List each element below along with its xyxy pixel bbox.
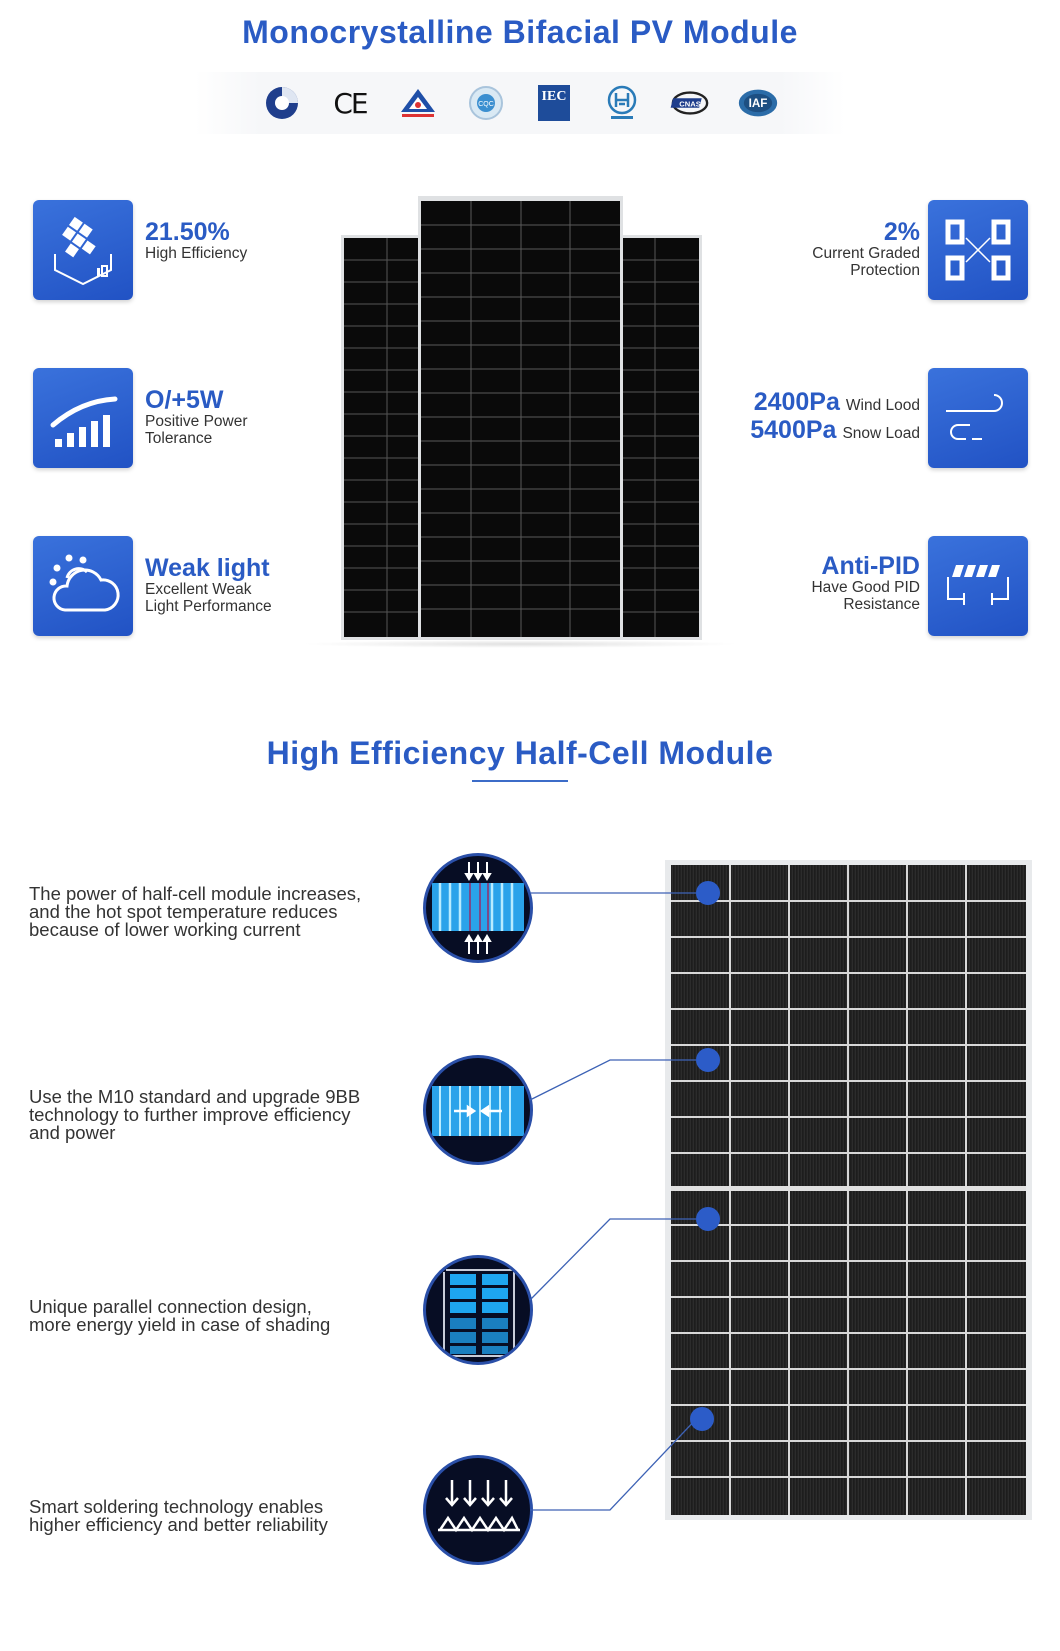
feature-load: 2400Pa Wind Lood 5400Pa Snow Load (750, 388, 920, 444)
callout-dot-2 (696, 1048, 720, 1072)
callout-dot-4 (690, 1407, 714, 1431)
svg-text:CNAS: CNAS (679, 99, 701, 109)
section-title-half-cell: High Efficiency Half-Cell Module (266, 735, 774, 771)
feature-efficiency: 21.50% High Efficiency (145, 218, 248, 262)
feature-anti-pid: Anti-PID Have Good PID Resistance (811, 552, 920, 613)
callout-dot-3 (696, 1207, 720, 1231)
callout-dot-1 (696, 881, 720, 905)
half-cell-point-1: The power of half-cell module increases, and the hot spot temperature reduces because of lower working current (29, 883, 362, 940)
half-cell-point-2: Use the M10 standard and upgrade 9BB technology to further improve efficiency and power (29, 1086, 361, 1143)
section-title-bifacial: Monocrystalline Bifacial PV Module (242, 14, 798, 50)
feature-weak-light: Weak light Excellent Weak Light Performance (145, 554, 272, 615)
svg-text:IAF: IAF (748, 97, 768, 111)
ce-cert-icon: CE (333, 86, 367, 120)
half-cell-point-4: Smart soldering technology enables higher efficiency and better reliability (29, 1496, 328, 1535)
feature-current-graded: 2% Current Graded Protection (812, 218, 920, 279)
feature-tolerance: O/+5W Positive Power Tolerance (145, 386, 248, 447)
iec-cert-icon: IEC (534, 83, 574, 123)
half-cell-point-3: Unique parallel connection design, more energy yield in case of shading (29, 1296, 331, 1335)
svg-text:CQC: CQC (478, 101, 494, 108)
